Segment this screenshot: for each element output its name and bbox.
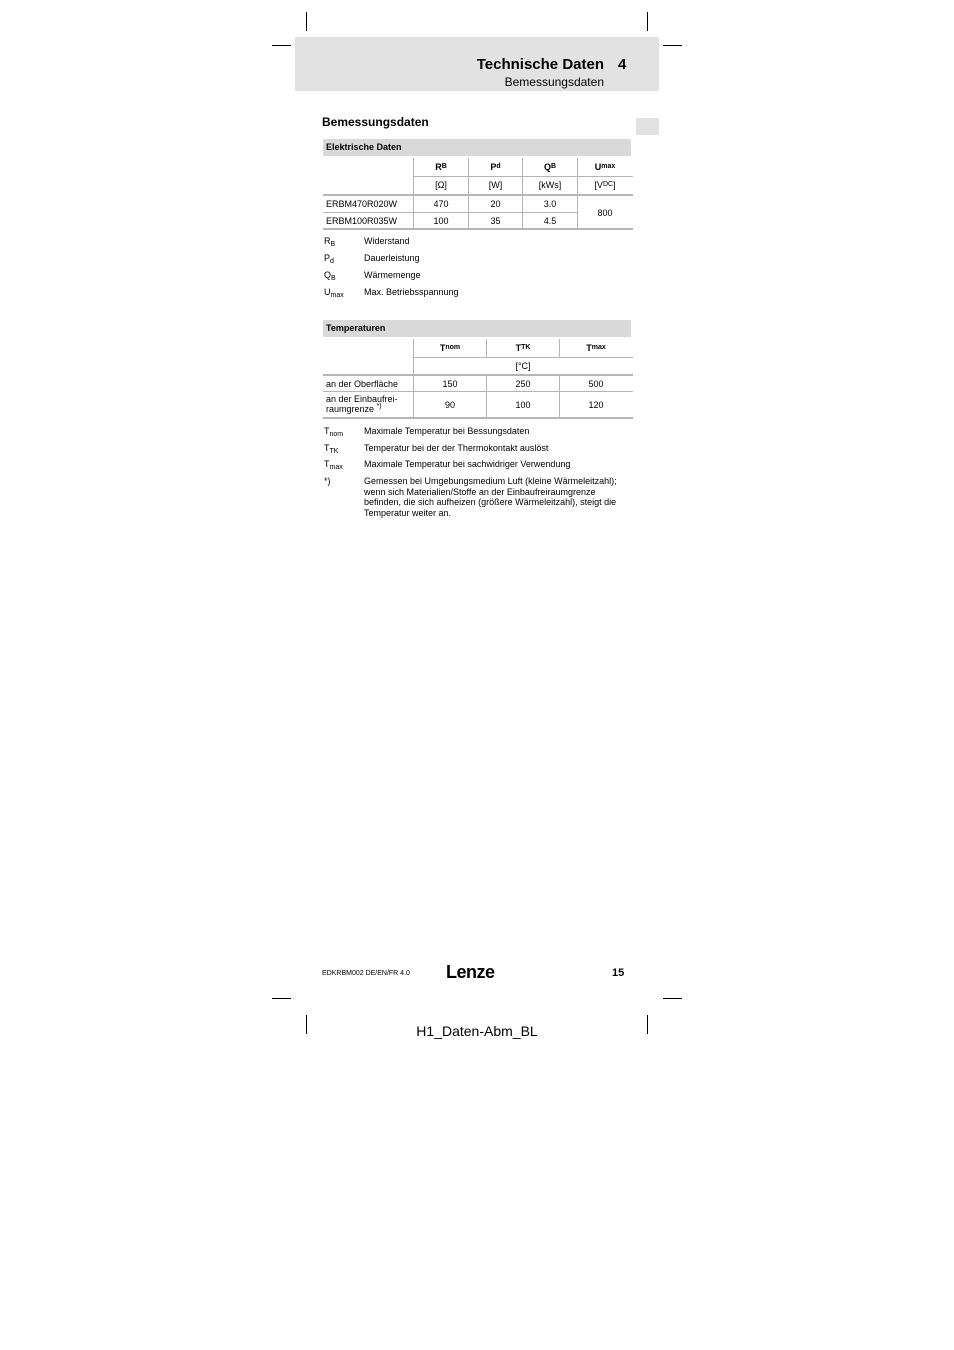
legend-symbol: $T_{TK}$ [324,443,339,455]
cell-ttk: 100 [515,400,531,410]
page-number: 15 [612,967,625,979]
crop-mark [272,998,291,999]
col-header-ttk: T TK [515,343,531,353]
table-rule [414,176,633,177]
electrical-table-band: Elektrische Daten [323,139,631,156]
cell-tnom: 150 [442,378,458,389]
table-rule [468,158,469,229]
unit-qb: [ kWs ] [538,180,562,190]
table-rule [559,339,560,357]
cell-tmax: 120 [588,400,604,410]
chapter-number: 4 [618,56,627,73]
cell-tnom: 90 [444,400,455,410]
row-name: ERBM100R035W [326,216,398,226]
table-rule [559,375,560,418]
legend-text: Widerstand [364,236,410,246]
table-rule [522,158,523,229]
unit-celsius: [°C] [515,361,531,371]
crop-mark [663,45,682,46]
legend-text: Temperatur bei der der Thermokontakt auslöst [364,443,549,453]
table-rule [577,158,578,229]
table-rule [323,374,633,376]
legend-text: Maximale Temperatur bei sachwidriger Verwendung [364,459,571,469]
col-header-qb: Q B [543,162,557,172]
table-rule [413,158,414,229]
legend-symbol: $R_B$ [324,236,336,248]
table-rule [323,228,633,230]
table-rule [323,417,633,419]
cell-ttk: 250 [515,378,531,389]
table-rule [323,194,633,196]
file-label: H1_Daten-Abm_BL [416,1023,538,1039]
cell-tmax: 500 [588,378,604,389]
table-rule [486,339,487,357]
temperature-table-band: Temperaturen [323,320,631,337]
lenze-logo: Lenze [446,962,495,982]
cell-qb: 3.0 [543,199,557,209]
document-code: EDKRBM002 DE/EN/FR 4.0 [322,970,410,977]
row-name: ERBM470R020W [326,199,398,209]
legend-text: Dauerleistung [364,253,420,263]
table-rule [486,375,487,418]
cell-pd: 35 [490,216,501,226]
legend-symbol: $U_{max}$ [324,287,344,299]
col-header-tmax: T max [586,343,606,353]
legend-symbol: *) [324,476,331,486]
chapter-title: Technische Daten [476,56,604,73]
crop-mark [272,45,291,46]
legend-symbol: $T_{nom}$ [324,426,344,438]
crop-mark [306,12,307,31]
col-header-pd: P d [490,162,501,172]
thumb-index-tab [636,118,659,135]
col-header-umax: U max [594,162,616,172]
unit-rb: [ Ω ] [435,180,447,190]
unit-pd: [ W ] [488,180,503,190]
cell-pd: 20 [490,199,501,209]
legend-symbol: $P_d$ [324,253,334,265]
section-title: Bemessungsdaten [322,115,429,129]
legend-symbol: $Q_B$ [324,270,336,282]
cell-rb: 470 [433,199,449,209]
unit-umax: [ V DC ] [594,180,616,190]
chapter-subtitle: Bemessungsdaten [504,75,604,89]
row-name: an der Einbaufrei- raumgrenze *) [326,394,398,414]
legend-text: Maximale Temperatur bei Bessungsdaten [364,426,530,436]
col-header-tnom: T nom [439,343,461,353]
cell-umax-merged: 800 [597,207,613,218]
table-rule [414,357,633,358]
col-header-rb: R B [435,162,447,172]
legend-symbol: $T_{max}$ [324,459,343,471]
cell-rb: 100 [433,216,449,226]
legend-text: Max. Betriebsspannung [364,287,459,297]
table-rule [323,391,633,392]
crop-mark [647,12,648,31]
legend-text: Wärmemenge [364,270,421,280]
row-name: an der Oberfläche [326,378,399,389]
table-rule [323,212,578,213]
table-rule [413,339,414,418]
cell-qb: 4.5 [543,216,557,226]
legend-footnote-text: Gemessen bei Umgebungsmedium Luft (kleine Wärmeleitzahl); wenn sich Materialien/Stoffe an der Einbaufreiraumgrenze befinden, die sich aufheizen (größere Wärmeleitzahl), steigt die Temperatur weiter an. [364,476,617,518]
crop-mark [663,998,682,999]
